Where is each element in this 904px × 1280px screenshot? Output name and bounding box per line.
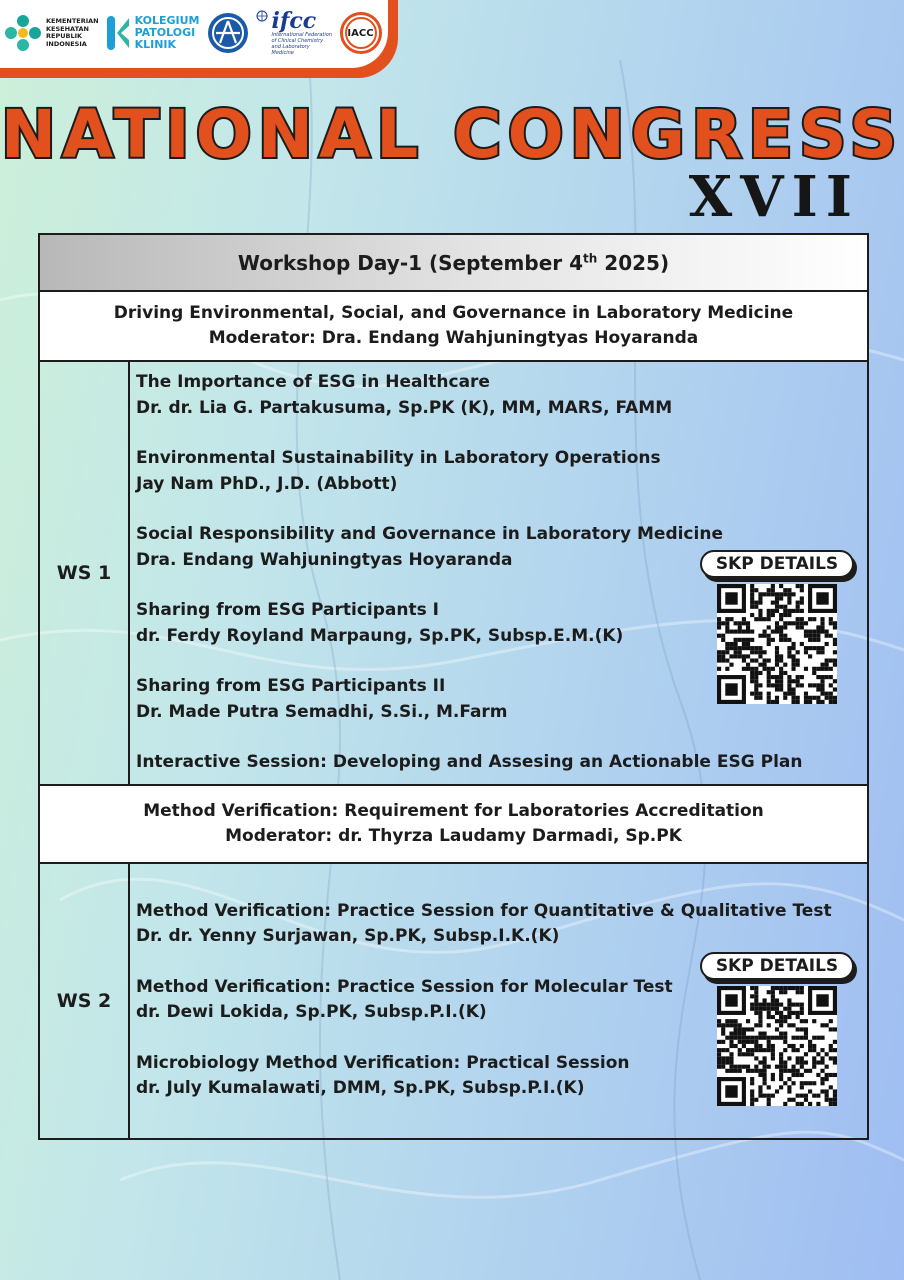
session-title: Sharing from ESG Participants I [136,600,439,620]
ws1-skp [697,550,857,704]
session-item [136,899,861,950]
workshop-schedule-table [38,233,869,1140]
ws2-skp [697,952,857,1106]
session-speaker: dr. Ferdy Royland Marpaung, Sp.PK, Subsp.E.M.(K) [136,625,624,646]
session-item [136,446,861,497]
ifcc-wordmark: ifcc [271,8,317,34]
session-title: Sharing from ESG Participants II [136,676,446,696]
ws2-qr-code-icon[interactable] [717,986,837,1106]
session-speaker: Jay Nam PhD., J.D. (Abbott) [136,473,398,494]
ws2-topic-row [39,785,868,863]
session-title: The Importance of ESG in Healthcare [136,372,490,392]
ws1-sessions [129,361,868,785]
session-title: Method Verification: Practice Session for Molecular Test [136,976,673,997]
ws1-moderator: Moderator: Dra. Endang Wahjuningtyas Hoyaranda [208,328,699,348]
kolegium-name: KOLEGIUM PATOLOGI KLINIK [134,14,200,51]
iacc-logo [340,12,382,54]
ws1-topic: Driving Environmental, Social, and Governance in Laboratory Medicine [113,303,794,323]
session-speaker: dr. Dewi Lokida, Sp.PK, Subsp.P.I.(K) [136,1002,487,1022]
ws2-sessions [129,863,868,1139]
ws2-topic: Method Verification: Requirement for Laboratories Accreditation [143,800,764,821]
session-item [136,750,861,776]
association-seal-icon [206,11,250,55]
ws2-skp-details-button[interactable]: SKP DETAILS [700,952,854,980]
session-item [136,370,861,421]
session-speaker: Dra. Endang Wahjuningtyas Hoyaranda [136,549,513,570]
ifcc-fullname: International Federation of Clinical Chemistry and Laboratory Medicine [271,32,332,56]
session-title: Environmental Sustainability in Laboratory Operations [136,448,661,468]
kemenkes-emblem-icon [4,14,42,52]
kemenkes-logo [4,14,99,52]
session-title: Microbiology Method Verification: Practical Session [136,1052,630,1073]
kemenkes-name: KEMENTERIAN KESEHATAN REPUBLIK INDONESIA [46,17,99,48]
ws1-topic-row [39,291,868,361]
session-speaker: Dr. dr. Yenny Surjawan, Sp.PK, Subsp.I.K.(K) [136,926,560,946]
ws1-label: WS 1 [39,361,129,785]
kolegium-emblem-icon [105,14,131,52]
header-tail: 2025) [597,250,670,275]
session-title: Method Verification: Practice Session for Quantitative & Qualitative Test [136,900,832,921]
session-speaker: Dr. Made Putra Semadhi, S.Si., M.Farm [136,701,508,722]
ws2-label: WS 2 [39,863,129,1139]
workshop-day-header [39,234,868,291]
session-title: Interactive Session: Developing and Assesing an Actionable ESG Plan [136,752,803,772]
kolegium-logo [105,14,200,52]
ws1-skp-details-button[interactable]: SKP DETAILS [700,550,854,578]
session-speaker: dr. July Kumalawati, DMM, Sp.PK, Subsp.P.I.(K) [136,1078,585,1098]
ifcc-logo [256,10,334,56]
iacc-wordmark: IACC [345,17,377,49]
session-title: Social Responsibility and Governance in Laboratory Medicine [136,524,723,544]
ws2-moderator: Moderator: dr. Thyrza Laudamy Darmadi, Sp.PK [225,825,682,846]
partner-logos [4,8,382,58]
session-speaker: Dr. dr. Lia G. Partakusuma, Sp.PK (K), MM, MARS, FAMM [136,397,673,418]
event-title: NATIONAL CONGRESS [0,96,904,173]
association-logo [206,11,250,55]
iacc-ring-icon [340,12,382,54]
globe-icon [256,10,268,22]
event-edition: XVII [688,164,860,230]
header-text: Workshop Day-1 (September 4 [237,250,584,275]
header-sup: th [583,250,598,265]
ws1-qr-code-icon[interactable] [717,584,837,704]
